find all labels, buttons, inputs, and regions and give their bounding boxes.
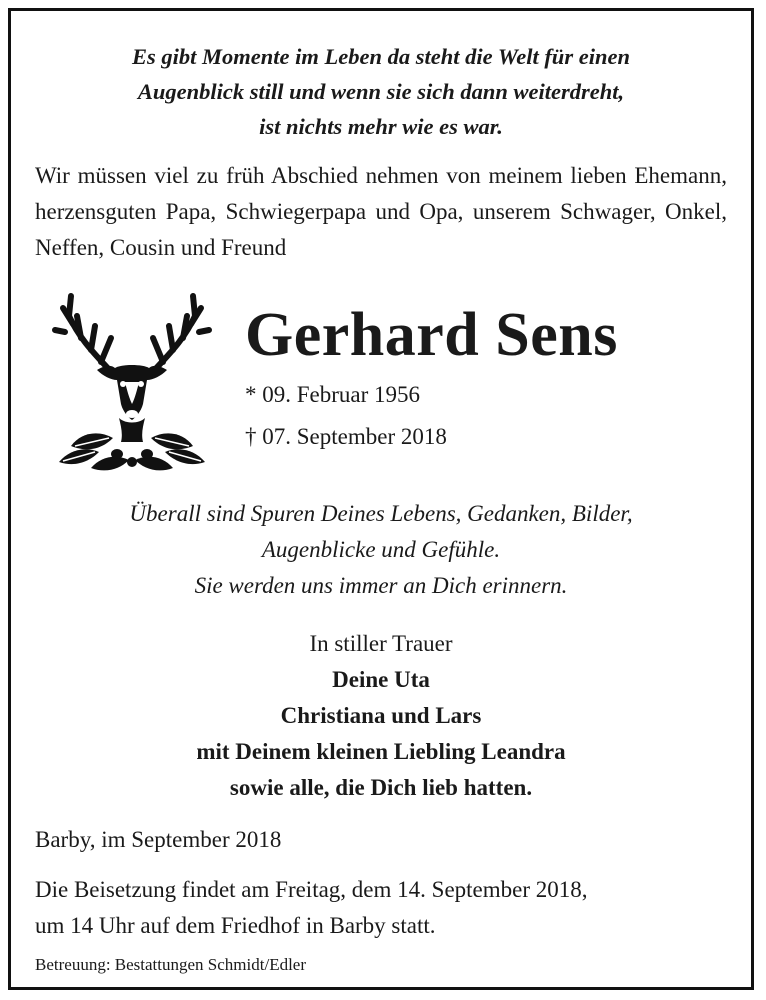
header-quote-line: Es gibt Momente im Leben da steht die Welt für einen [132,44,630,69]
place-date: Barby, im September 2018 [35,827,282,852]
memorial-quote-line: Augenblicke und Gefühle. [261,537,501,562]
deceased-block [35,286,727,486]
funeral-line: Die Beisetzung findet am Freitag, dem 14. September 2018, [35,877,588,902]
memorial-quote-line: Überall sind Spuren Deines Lebens, Gedanken, Bilder, [129,501,633,526]
mourner-name: sowie alle, die Dich lieb hatten. [229,775,533,800]
header-quote [35,39,727,144]
memorial-quote [35,496,727,604]
header-quote-line: ist nichts mehr wie es war. [259,114,503,139]
funeral-home-credit: Betreuung: Bestattungen Schmidt/Edler [35,955,307,974]
funeral-line: um 14 Uhr auf dem Friedhof in Barby statt. [35,913,436,938]
header-quote-line: Augenblick still und wenn sie sich dann weiterdreht, [137,79,625,104]
mourning-lead: In stiller Trauer [309,631,453,656]
deceased-name: Gerhard Sens [245,301,618,369]
mourner-name: Deine Uta [332,667,430,692]
mourner-name: mit Deinem kleinen Liebling Leandra [196,739,566,764]
death-date: † 07. September 2018 [245,424,447,449]
funeral-info [35,872,727,944]
intro-text: Wir müssen viel zu früh Abschied nehmen von meinem lieben Ehemann, herzensguten Papa, Schwiegerpapa und Opa, unserem Schwager, Onkel, Neffen, Cousin und Freund [35,163,727,260]
obituary-frame [8,8,754,990]
obituary-content [35,39,727,978]
memorial-quote-line: Sie werden uns immer an Dich erinnern. [194,573,568,598]
mourners-block [35,626,727,806]
stag-with-oak-leaves-icon [51,286,213,476]
birth-date: * 09. Februar 1956 [245,382,421,407]
mourner-name: Christiana und Lars [280,703,482,728]
